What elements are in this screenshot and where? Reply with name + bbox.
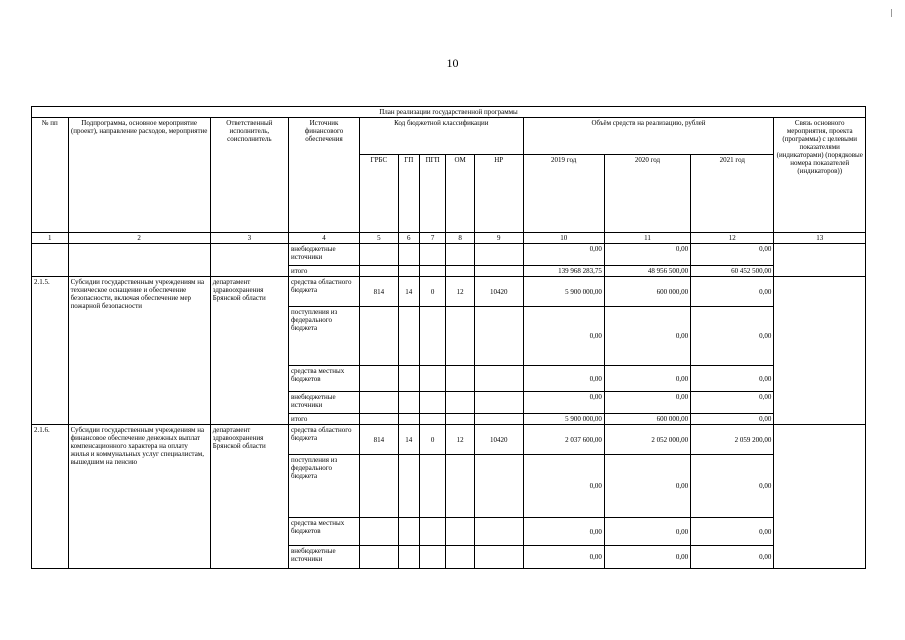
code-nr: 10420 [474,277,523,307]
table-cell [398,455,419,518]
table-cell [419,366,445,392]
table-title-row [32,107,866,118]
table-cell [419,307,445,366]
amount-2019: 0,00 [523,244,604,266]
total-label: итого [288,266,359,277]
source-label: средства местных бюджетов [288,518,359,546]
table-cell [360,546,399,569]
table-cell [446,266,474,277]
header-num: № пп [32,118,69,233]
source-label: поступления из федерального бюджета [288,455,359,518]
amount-2019: 0,00 [523,518,604,546]
item-number: 2.1.5. [32,277,69,425]
amount-2020: 0,00 [604,455,690,518]
code-gp: 14 [398,277,419,307]
table-title: План реализации государственной программы [32,107,866,118]
source-label: средства местных бюджетов [288,366,359,392]
header-name: Подпрограмма, основное мероприятие (проект), направление расходов, мероприятие [68,118,210,233]
table-cell [474,546,523,569]
table-cell [360,244,399,266]
col-number: 5 [360,233,399,244]
table-cell [446,366,474,392]
amount-2021: 0,00 [691,307,774,366]
code-gp: 14 [398,425,419,455]
table-cell [419,266,445,277]
table-cell [398,546,419,569]
header-grbs: ГРБС [360,155,399,233]
table-cell [446,546,474,569]
header-gp: ГП [398,155,419,233]
source-label: средства областного бюджета [288,425,359,455]
carry-offbudget-row [32,244,866,266]
header-row-1 [32,118,866,155]
amount-2020: 0,00 [604,546,690,569]
item-executor: департамент здравоохранения Брянской области [210,425,288,569]
code-grbs: 814 [360,277,399,307]
col-number: 13 [774,233,866,244]
table-cell [419,414,445,425]
source-label: поступления из федерального бюджета [288,307,359,366]
code-pgp: 0 [419,277,445,307]
amount-2019: 0,00 [523,455,604,518]
column-number-row [32,233,866,244]
table-cell [474,414,523,425]
col-number: 12 [691,233,774,244]
col-number: 9 [474,233,523,244]
amount-2021: 0,00 [691,244,774,266]
header-2019: 2019 год [523,155,604,233]
amount-2019: 5 900 000,00 [523,277,604,307]
col-number: 11 [604,233,690,244]
total-2019: 139 968 283,75 [523,266,604,277]
amount-2020: 0,00 [604,366,690,392]
total-2020: 48 956 500,00 [604,266,690,277]
amount-2021: 0,00 [691,277,774,307]
header-pgp: ПГП [419,155,445,233]
table-cell [419,546,445,569]
table-cell [398,414,419,425]
table-cell [474,455,523,518]
col-number: 3 [210,233,288,244]
table-cell [474,307,523,366]
source-label: внебюджетные источники [288,392,359,414]
col-number: 7 [419,233,445,244]
col-number: 2 [68,233,210,244]
total-2019: 5 900 000,00 [523,414,604,425]
plan-table [31,106,866,569]
code-om: 12 [446,277,474,307]
header-bcc: Код бюджетной классификации [360,118,524,155]
item-executor: департамент здравоохранения Брянской области [210,277,288,425]
amount-2019: 0,00 [523,392,604,414]
table-cell [360,414,399,425]
table-cell [398,518,419,546]
table-cell [68,244,210,277]
header-om: ОМ [446,155,474,233]
item-name: Субсидии государственным учреждениям на техническое оснащение и обеспечение безопасности, включая обеспечение мер пожарной безопасности [68,277,210,425]
code-grbs: 814 [360,425,399,455]
amount-2019: 0,00 [523,546,604,569]
table-cell [32,244,69,277]
table-cell [398,266,419,277]
scan-edge-mark [891,9,892,17]
table-cell [398,244,419,266]
amount-2020: 0,00 [604,392,690,414]
total-label: итого [288,414,359,425]
total-2021: 0,00 [691,414,774,425]
col-number: 8 [446,233,474,244]
amount-2020: 0,00 [604,518,690,546]
table-cell [360,455,399,518]
table-cell [210,244,288,277]
amount-2020: 0,00 [604,307,690,366]
code-pgp: 0 [419,425,445,455]
col-number: 10 [523,233,604,244]
table-cell [774,244,866,277]
source-label: внебюджетные источники [288,546,359,569]
header-2021: 2021 год [691,155,774,233]
table-cell [446,392,474,414]
amount-2021: 0,00 [691,546,774,569]
item-name: Субсидии государственным учреждениям на финансовое обеспечение денежных выплат компенсационного характера на оплату жилья и коммунальных услуг специалистам, вышедшим на пенсию [68,425,210,569]
header-2020: 2020 год [604,155,690,233]
total-2020: 600 000,00 [604,414,690,425]
amount-2021: 2 059 200,00 [691,425,774,455]
col-number: 6 [398,233,419,244]
amount-2021: 0,00 [691,518,774,546]
table-cell [474,244,523,266]
table-cell [398,392,419,414]
table-cell [446,307,474,366]
table-cell [419,455,445,518]
table-cell [398,366,419,392]
table-cell [360,366,399,392]
amount-2019: 2 037 600,00 [523,425,604,455]
table-cell [474,392,523,414]
indicator-link-cell [774,277,866,425]
table-cell [360,518,399,546]
table-cell [419,518,445,546]
amount-2021: 0,00 [691,455,774,518]
amount-2020: 600 000,00 [604,277,690,307]
col-number: 4 [288,233,359,244]
table-cell [360,266,399,277]
amount-2019: 0,00 [523,307,604,366]
header-nr: НР [474,155,523,233]
col-number: 1 [32,233,69,244]
table-cell [446,244,474,266]
amount-2021: 0,00 [691,392,774,414]
header-executor: Ответственный исполнитель, соисполнитель [210,118,288,233]
amount-2020: 2 052 000,00 [604,425,690,455]
table-cell [360,392,399,414]
total-2021: 60 452 500,00 [691,266,774,277]
table-cell [446,518,474,546]
table-cell [446,455,474,518]
amount-2020: 0,00 [604,244,690,266]
amount-2021: 0,00 [691,366,774,392]
page-number: 10 [446,56,459,70]
table-cell [419,392,445,414]
table-cell [474,366,523,392]
table-cell [474,266,523,277]
item-row [32,277,866,307]
table-cell [360,307,399,366]
code-om: 12 [446,425,474,455]
source-label: средства областного бюджета [288,277,359,307]
source-label: внебюджетные источники [288,244,359,266]
table-cell [474,518,523,546]
header-link: Связь основного мероприятия, проекта (программы) с целевыми показателями (индикаторами) (порядковые номера показателей (индикаторов)) [774,118,866,233]
amount-2019: 0,00 [523,366,604,392]
table-cell [419,244,445,266]
code-nr: 10420 [474,425,523,455]
header-funds: Объём средств на реализацию, рублей [523,118,774,155]
table-cell [446,414,474,425]
item-row [32,425,866,455]
table-cell [398,307,419,366]
indicator-link-cell [774,425,866,569]
item-number: 2.1.6. [32,425,69,569]
header-source: Источник финансового обеспечения [288,118,359,233]
